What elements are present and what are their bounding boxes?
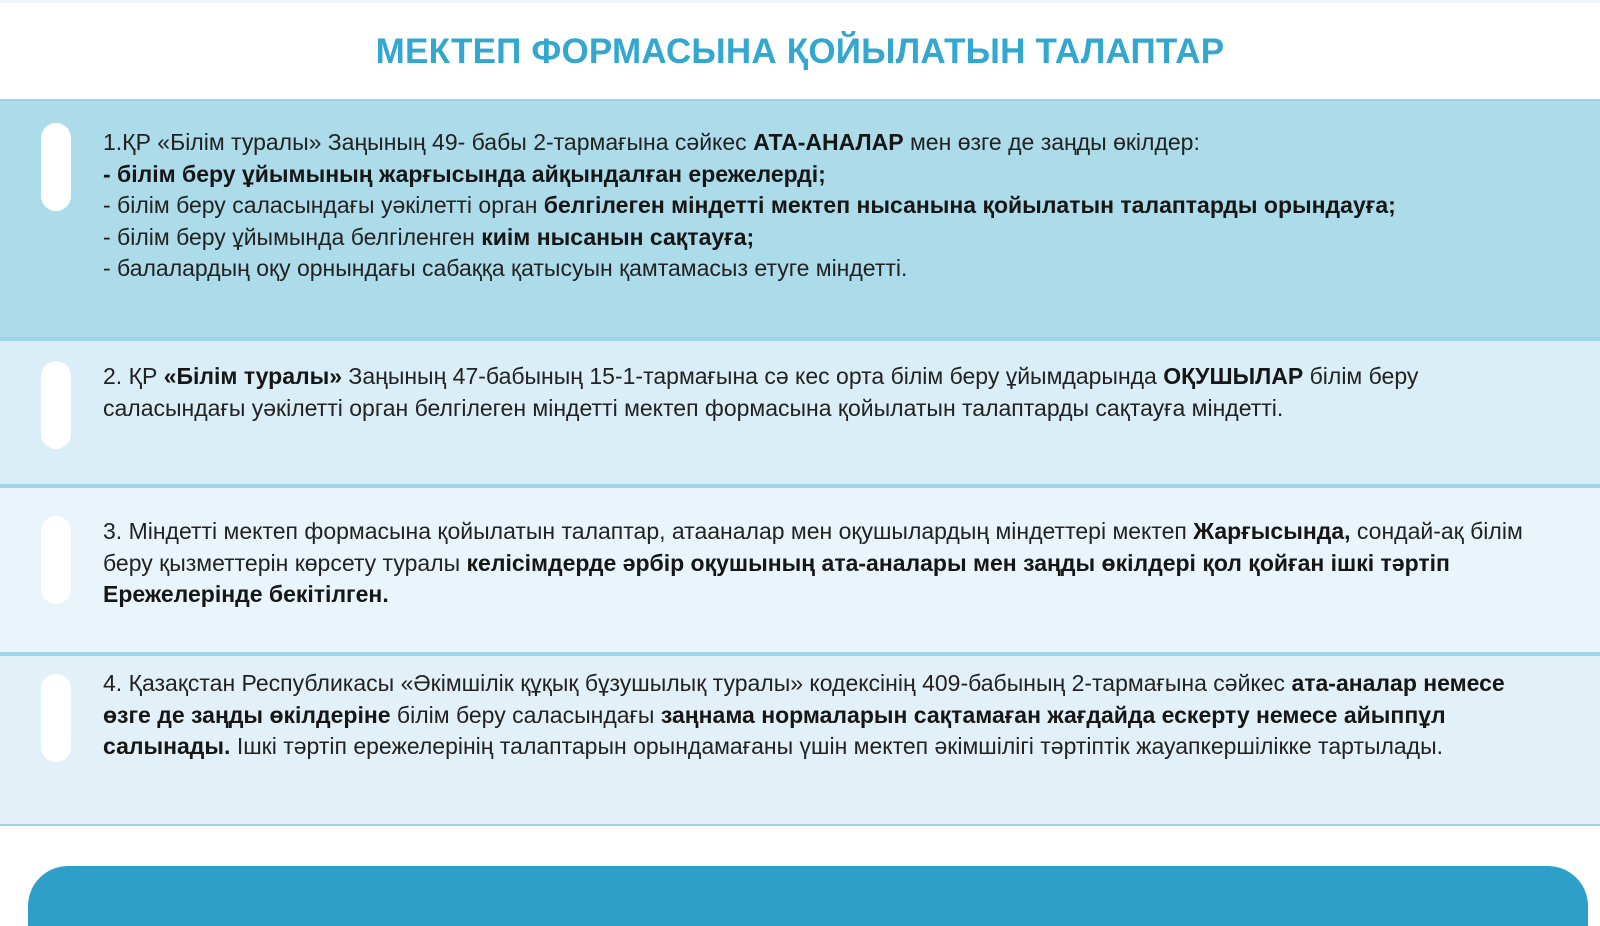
section-1-marker xyxy=(41,123,71,211)
section-3-text xyxy=(103,516,1553,611)
page-title: МЕКТЕП ФОРМАСЫНА ҚОЙЫЛАТЫН ТАЛАПТАР xyxy=(375,32,1225,71)
section-1-text xyxy=(103,127,1553,285)
section-4-paragraph: 4. Қазақстан Республикасы «Әкімшілік құқық бұзушылық туралы» кодексінің 409-бабының 2-тармағына сәйкес ата-аналар немесе өзге де заңды өкілдеріне білім беру саласындағы заңнама нормаларын сақтамаған жағдайда ескерту немесе айыппұл салынады. Ішкі тәртіп ережелерінің талаптарын орындамағаны үшін мектеп әкімшілігі тәртіптік жауапкершілікке тартылады. xyxy=(103,670,1505,759)
section-1-item-1: - білім беру ұйымының жарғысында айқындалған ережелерді; xyxy=(103,160,826,187)
top-edge xyxy=(0,0,1600,3)
section-1-item-2: - білім беру саласындағы уәкілетті орган белгілеген міндетті мектеп нысанына қойылатын талаптарды орындауға; xyxy=(103,192,1396,218)
section-1-item-3: - білім беру ұйымында белгіленген киім нысанын сақтауға; xyxy=(103,223,755,250)
section-4-marker xyxy=(41,674,71,762)
section-3-marker xyxy=(41,516,71,604)
section-3-panel xyxy=(0,486,1600,654)
bottom-banner xyxy=(28,866,1588,926)
section-4-text xyxy=(103,668,1553,763)
section-1-intro: 1.ҚР «Білім туралы» Заңының 49- бабы 2-тармағына сәйкес АТА-АНАЛАР мен өзге де заңды өкілдер: xyxy=(103,129,1200,155)
section-2-panel xyxy=(0,339,1600,486)
section-2-paragraph: 2. ҚР «Білім туралы» Заңының 47-бабының 15-1-тармағына сә кес орта білім беру ұйымдарында ОҚУШЫЛАР білім беру саласындағы уәкілетті орган белгілеген міндетті мектеп формасына қойылатын талаптарды сақтауға міндетті. xyxy=(103,363,1419,421)
section-4-panel xyxy=(0,654,1600,826)
section-2-text xyxy=(103,361,1553,424)
section-2-marker xyxy=(41,361,71,449)
section-1-item-4: - балалардың оқу орнындағы сабаққа қатысуын қамтамасыз етуге міндетті. xyxy=(103,255,908,281)
section-3-paragraph: 3. Міндетті мектеп формасына қойылатын талаптар, атааналар мен оқушылардың міндеттері мектеп Жарғысында, сондай-ақ білім беру қызметтерін көрсету туралы келісімдерде әрбір оқушының ата-аналары мен заңды өкілдері қол қойған ішкі тәртіп Ережелерінде бекітілген. xyxy=(103,518,1523,607)
section-1-panel xyxy=(0,99,1600,339)
